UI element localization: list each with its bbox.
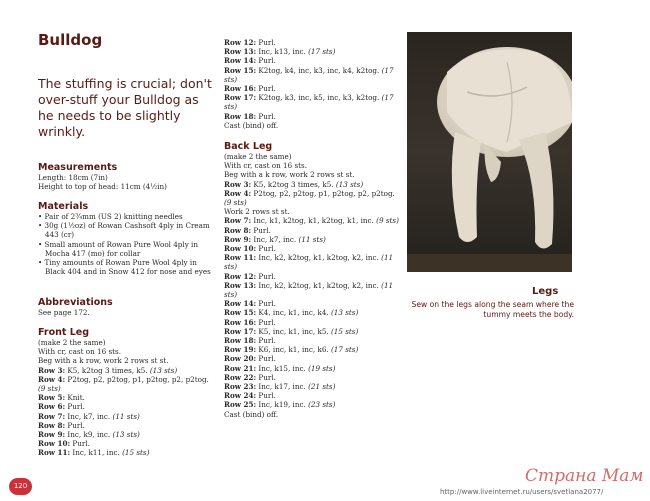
row-instruction: Inc, k17, inc. [258, 382, 306, 392]
row-instruction: Purl. [258, 244, 276, 254]
materials-item: • Small amount of Rowan Pure Wool 4ply in Mocha 417 (mo) for collar [38, 239, 198, 258]
row-label: Row 10: [224, 244, 257, 254]
pattern-line [224, 180, 400, 189]
row-label: Row 14: [224, 299, 257, 309]
pattern-line [224, 400, 400, 409]
back-leg-heading: Back Leg [224, 141, 273, 152]
pattern-line [38, 393, 218, 402]
row-label: Row 7: [224, 216, 252, 226]
pattern-line [38, 347, 218, 356]
pattern-line [224, 121, 400, 130]
row-instruction: Inc, k2, k2tog, k1, k2tog, k2, inc. [258, 280, 379, 290]
row-label: Row 10: [38, 439, 71, 449]
row-label: Row 9: [224, 234, 252, 244]
row-label: Row 6: [38, 402, 66, 412]
pattern-line [224, 272, 400, 281]
row-instruction: K5, k2tog 3 times, k5. [67, 365, 148, 375]
row-instruction: Inc, k7, inc. [253, 234, 297, 244]
pattern-line [38, 356, 218, 365]
row-label: Row 16: [224, 317, 257, 327]
pattern-line [38, 375, 218, 393]
row-label: Row 19: [224, 345, 257, 355]
row-label: Row 9: [38, 430, 66, 440]
measurements-line: Height to top of head: 11cm (4½in) [38, 182, 167, 192]
row-instruction: (make 2 the same) [38, 338, 106, 347]
row-label: Row 18: [224, 336, 257, 346]
row-instruction: Inc, k11, inc. [72, 448, 120, 458]
row-label: Row 5: [38, 393, 66, 403]
row-label: Row 4: [224, 188, 252, 198]
row-label: Row 18: [224, 111, 257, 121]
row-label: Row 22: [224, 372, 257, 382]
pattern-line [224, 336, 400, 345]
pattern-line [224, 161, 400, 170]
row-instruction: Purl. [258, 354, 276, 364]
pattern-line [38, 412, 218, 421]
row-label: Row 21: [224, 363, 257, 373]
row-instruction: With cr, cast on 16 sts. [38, 347, 121, 357]
pattern-line [224, 382, 400, 391]
pattern-line [224, 318, 400, 327]
pattern-line [224, 38, 400, 47]
pattern-line [224, 216, 400, 225]
row-label: Row 23: [224, 382, 257, 392]
mid-top-lines [224, 38, 400, 130]
pattern-line [38, 430, 218, 439]
materials-item-text: Small amount of Rowan Pure Wool 4ply in Mocha 417 (mo) for collar [44, 239, 198, 258]
row-label: Row 11: [224, 253, 257, 263]
pattern-line [224, 253, 400, 271]
row-instruction: Inc, k15, inc. [258, 363, 306, 373]
front-leg-section [38, 327, 218, 458]
row-instruction: K2tog, k3, inc, k5, inc, k3, k2tog. [258, 93, 380, 103]
pattern-line [224, 354, 400, 363]
stitch-count: (13 sts) [331, 308, 359, 318]
pattern-line [224, 327, 400, 336]
pattern-line [38, 421, 218, 430]
row-label: Row 7: [38, 411, 66, 421]
pattern-line [224, 170, 400, 179]
pattern-line [224, 244, 400, 253]
row-label: Row 24: [224, 391, 257, 401]
pattern-line [224, 373, 400, 382]
stitch-count: (13 sts) [335, 179, 364, 189]
row-instruction: Purl. [258, 317, 276, 327]
pattern-line [38, 366, 218, 375]
page-title: Bulldog [38, 31, 103, 49]
row-instruction: Purl. [253, 225, 271, 235]
stitch-count: (11 sts) [224, 253, 394, 272]
row-label: Row 17: [224, 326, 257, 336]
intro-text: The stuffing is crucial; don't over-stuff your Bulldog as he needs to be slightly wrinkly. [38, 76, 212, 139]
row-instruction: Cast (bind) off. [224, 120, 279, 130]
row-instruction: P2tog, p2, p2tog, p1, p2tog, p2, p2tog. [253, 188, 395, 198]
pattern-line [38, 402, 218, 411]
stitch-count: (19 sts) [308, 363, 336, 373]
pattern-line [224, 226, 400, 235]
stitch-count: (9 sts) [376, 216, 399, 226]
row-instruction: Inc, k1, k2tog, k1, k2tog, k1, inc. [253, 216, 374, 226]
row-instruction: K6, inc, k1, inc, k6. [258, 345, 329, 355]
materials-item: • 30g (1½oz) of Rowan Cashsoft 4ply in Cream 443 (cr) [38, 221, 210, 240]
watermark-logo: Страна Мам [525, 466, 644, 486]
stitch-count: (17 sts) [308, 47, 336, 57]
front-leg-heading: Front Leg [38, 327, 90, 338]
materials-item: • Tiny amounts of Rowan Pure Wool 4ply in Black 404 and in Snow 412 for nose and eyes [38, 258, 211, 277]
row-instruction: Cast (bind) off. [224, 409, 279, 419]
row-label: Row 15: [224, 308, 257, 318]
pattern-line [224, 299, 400, 308]
pattern-line [224, 56, 400, 65]
stitch-count: (15 sts) [331, 326, 359, 336]
row-label: Row 25: [224, 400, 257, 410]
row-instruction: Work 2 rows st st. [224, 207, 290, 217]
row-instruction: Inc, k9, inc. [67, 430, 111, 440]
back-leg-section [224, 141, 400, 419]
pattern-line [224, 410, 400, 419]
row-instruction: Purl. [258, 336, 276, 346]
stitch-count: (21 sts) [308, 382, 336, 392]
row-instruction: Purl. [258, 271, 276, 281]
row-label: Row 20: [224, 354, 257, 364]
abbreviations-text: See page 172. [38, 308, 90, 317]
photo-caption-title: Legs [532, 286, 559, 297]
pattern-line [224, 66, 400, 84]
row-instruction: Inc, k7, inc. [67, 411, 111, 421]
pattern-line [224, 235, 400, 244]
row-instruction: Purl. [258, 38, 276, 47]
photo-caption: Sew on the legs along the seam where the tummy meets the body. [411, 300, 574, 319]
row-instruction: K4, inc, k1, inc, k4. [258, 308, 329, 318]
row-instruction: Beg with a k row, work 2 rows st st. [38, 356, 169, 366]
abbreviations-section [38, 297, 218, 317]
row-label: Row 13: [224, 280, 257, 290]
row-label: Row 3: [38, 365, 66, 375]
stitch-count: (11 sts) [224, 280, 394, 300]
materials-item-text: Pair of 2¾mm (US 2) knitting needles [44, 212, 183, 221]
row-label: Row 12: [224, 271, 257, 281]
pattern-line [38, 439, 218, 448]
abbreviations-heading: Abbreviations [38, 297, 113, 308]
row-label: Row 14: [224, 56, 257, 66]
row-instruction: With cr, cast on 16 sts. [224, 161, 307, 171]
row-instruction: Purl. [67, 402, 85, 412]
row-label: Row 17: [224, 93, 257, 103]
stitch-count: (11 sts) [298, 234, 326, 244]
row-instruction: Purl. [258, 56, 276, 66]
pattern-line [38, 338, 218, 347]
row-instruction: K2tog, k4, inc, k3, inc, k4, k2tog. [258, 65, 380, 75]
row-instruction: Purl. [72, 439, 90, 449]
row-instruction: Inc, k19, inc. [258, 400, 306, 410]
materials-item-text: 30g (1½oz) of Rowan Cashsoft 4ply in Cream 443 (cr) [44, 221, 210, 240]
stitch-count: (11 sts) [112, 411, 140, 421]
row-instruction: Inc, k13, inc. [258, 47, 306, 57]
stitch-count: (9 sts) [38, 384, 61, 394]
stitch-count: (17 sts) [224, 93, 394, 112]
row-label: Row 4: [38, 374, 66, 384]
pattern-line [224, 308, 400, 317]
row-instruction: Purl. [258, 391, 276, 401]
materials-item: • Pair of 2¾mm (US 2) knitting needles [38, 212, 183, 221]
page-number: 120 [9, 478, 32, 495]
bulldog-legs-photo [407, 32, 572, 272]
measurements-section [38, 162, 218, 191]
pattern-line [224, 93, 400, 111]
stitch-count: (17 sts) [224, 65, 394, 84]
materials-heading: Materials [38, 201, 89, 212]
pattern-line [224, 112, 400, 121]
pattern-line [224, 364, 400, 373]
materials-item-text: Tiny amounts of Rowan Pure Wool 4ply in Black 404 and in Snow 412 for nose and eyes [44, 258, 211, 277]
stitch-count: (9 sts) [224, 198, 247, 208]
watermark-url: http://www.liveinternet.ru/users/svetlana2077/ [440, 488, 604, 496]
materials-section [38, 201, 218, 276]
stitch-count: (17 sts) [331, 345, 359, 355]
stitch-count: (13 sts) [112, 430, 140, 440]
row-instruction: (make 2 the same) [224, 152, 292, 161]
row-instruction: Knit. [67, 393, 85, 403]
pattern-line [224, 281, 400, 299]
row-label: Row 12: [224, 38, 257, 47]
row-instruction: P2tog, p2, p2tog, p1, p2tog, p2, p2tog. [67, 374, 209, 384]
row-label: Row 13: [224, 47, 257, 57]
row-instruction: Purl. [258, 372, 276, 382]
row-instruction: Inc, k2, k2tog, k1, k2tog, k2, inc. [258, 253, 379, 263]
row-instruction: Purl. [67, 420, 85, 430]
mid-top-section [224, 38, 400, 130]
row-label: Row 15: [224, 65, 257, 75]
row-label: Row 3: [224, 179, 252, 189]
row-instruction: Beg with a k row, work 2 rows st st. [224, 170, 355, 180]
row-label: Row 16: [224, 84, 257, 94]
pattern-line [224, 152, 400, 161]
stitch-count: (15 sts) [122, 448, 150, 458]
pattern-line [224, 84, 400, 93]
knitted-bulldog-illustration [407, 32, 572, 272]
row-label: Row 8: [38, 420, 66, 430]
pattern-line [224, 207, 400, 216]
row-instruction: Purl. [258, 84, 276, 94]
row-instruction: K5, inc, k1, inc, k5. [258, 326, 329, 336]
measurements-heading: Measurements [38, 162, 118, 173]
pattern-line [224, 47, 400, 56]
pattern-line [38, 448, 218, 457]
stitch-count: (13 sts) [149, 365, 178, 375]
pattern-line [224, 189, 400, 207]
row-label: Row 11: [38, 448, 71, 458]
front-leg-lines [38, 338, 218, 458]
row-label: Row 8: [224, 225, 252, 235]
measurements-line: Length: 18cm (7in) [38, 173, 108, 182]
row-instruction: K5, k2tog 3 times, k5. [253, 179, 334, 189]
pattern-line [224, 391, 400, 400]
row-instruction: Purl. [258, 111, 276, 121]
pattern-line [224, 345, 400, 354]
row-instruction: Purl. [258, 299, 276, 309]
stitch-count: (23 sts) [308, 400, 336, 410]
back-leg-lines [224, 152, 400, 419]
